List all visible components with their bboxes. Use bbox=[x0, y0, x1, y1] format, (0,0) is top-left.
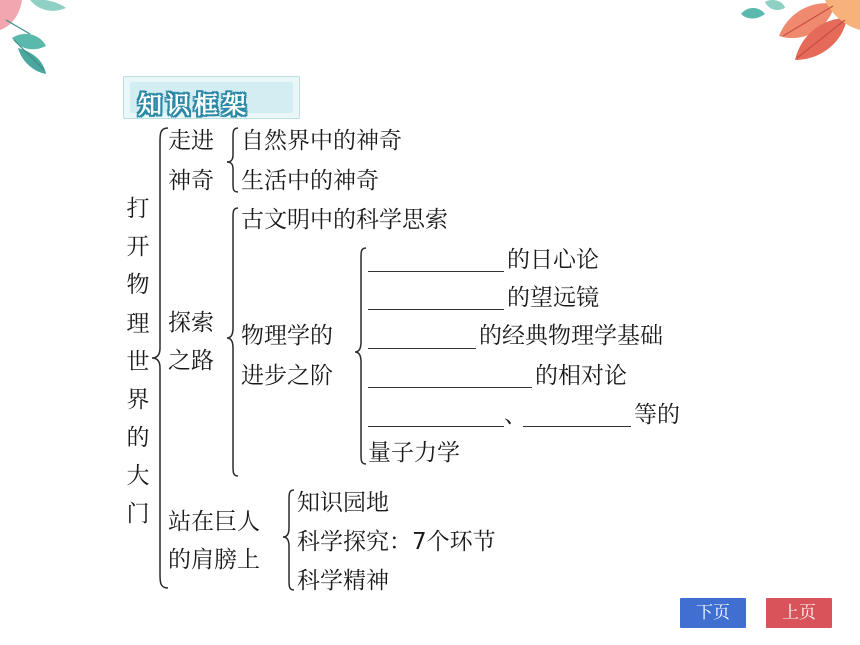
branch-label-line1: 探索 bbox=[168, 310, 214, 336]
branch-label-line2: 之路 bbox=[168, 348, 214, 374]
node-item: 科学精神 bbox=[297, 568, 389, 594]
node-item: 古文明中的科学思索 bbox=[241, 207, 448, 233]
brace-branch3 bbox=[283, 490, 294, 590]
branch-label-line1: 走进 bbox=[168, 128, 214, 154]
main-brace bbox=[152, 128, 168, 588]
sub-label-line2: 进步之阶 bbox=[241, 363, 333, 389]
node-item: 的望远镜 bbox=[507, 285, 599, 311]
sub-label-line1: 物理学的 bbox=[241, 323, 333, 349]
fill-blank[interactable] bbox=[523, 426, 631, 427]
node-item: 科学探究：7个环节 bbox=[297, 529, 496, 555]
node-item: 量子力学 bbox=[368, 440, 460, 466]
previous-page-button[interactable]: 上页 bbox=[766, 598, 832, 628]
fill-blank[interactable] bbox=[368, 387, 532, 388]
node-item: 知识园地 bbox=[297, 490, 389, 516]
node-item: 生活中的神奇 bbox=[241, 168, 379, 194]
section-badge-title: 知识框架 bbox=[138, 91, 250, 119]
fill-blank[interactable] bbox=[368, 348, 476, 349]
brace-sub bbox=[355, 248, 366, 464]
branch-label-line1: 站在巨人 bbox=[168, 509, 260, 535]
node-item: 的日心论 bbox=[507, 247, 599, 273]
separator: 、 bbox=[504, 402, 527, 428]
node-item: 自然界中的神奇 bbox=[241, 128, 402, 154]
branch-label-line2: 的肩膀上 bbox=[168, 547, 260, 573]
fill-blank[interactable] bbox=[368, 426, 504, 427]
branch-label-line2: 神奇 bbox=[168, 168, 214, 194]
node-item: 的相对论 bbox=[535, 363, 627, 389]
node-item: 等的 bbox=[634, 402, 680, 428]
brace-branch2 bbox=[227, 208, 238, 476]
fill-blank[interactable] bbox=[368, 271, 504, 272]
next-page-button[interactable]: 下页 bbox=[680, 598, 746, 628]
fill-blank[interactable] bbox=[368, 309, 504, 310]
brace-branch1 bbox=[227, 128, 238, 192]
node-item: 的经典物理学基础 bbox=[479, 323, 663, 349]
root-title: 打开物理世界的大门 bbox=[126, 196, 150, 528]
